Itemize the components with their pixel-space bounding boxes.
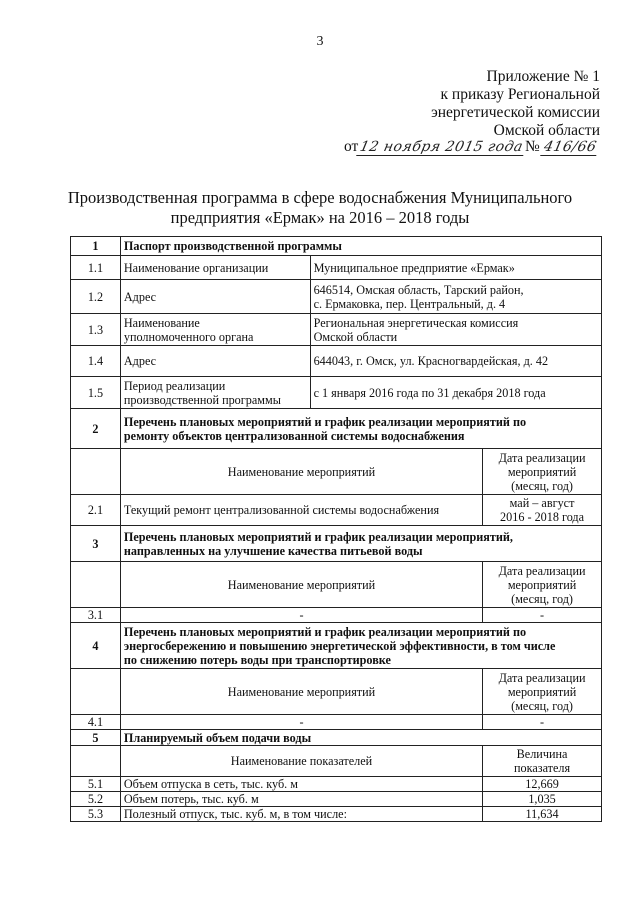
heading-line: направленных на улучшение качества питьевой воды (123, 543, 423, 558)
column-header (483, 746, 602, 777)
row-amount: 11,634 (483, 807, 602, 822)
table-row (71, 377, 602, 409)
row-number: 1.5 (71, 377, 121, 409)
row-value: - (120, 715, 482, 730)
row-value: - (120, 608, 482, 623)
row-number: 2 (71, 409, 121, 449)
handwritten-number: 416/66 (540, 139, 600, 156)
table-row (71, 777, 602, 792)
heading-line: Перечень плановых мероприятий и график реализации мероприятий, (123, 529, 513, 544)
row-value: Полезный отпуск, тыс. куб. м, в том числе: (120, 807, 482, 822)
section-row (71, 730, 602, 746)
row-value: с 1 января 2016 года по 31 декабря 2018 года (310, 377, 601, 409)
row-label: Адрес (120, 280, 310, 314)
row-number: 1.1 (71, 256, 121, 280)
row-number: 1 (71, 237, 121, 256)
table-row (71, 495, 602, 526)
appendix-line: Омской области (493, 122, 600, 139)
row-value (310, 280, 601, 314)
row-amount: 1,035 (483, 792, 602, 807)
row-date (483, 495, 602, 526)
from-prefix: от (344, 138, 359, 155)
column-header-row (71, 449, 602, 495)
column-header: Наименование мероприятий (120, 669, 482, 715)
section-row (71, 623, 602, 669)
column-header-row (71, 746, 602, 777)
row-value: Муниципальное предприятие «Ермак» (310, 256, 601, 280)
label-line: уполномоченного органа (123, 329, 254, 344)
title-line: Производственная программа в сфере водоснабжения Муниципального (67, 188, 573, 207)
row-number: 5.2 (71, 792, 121, 807)
section-heading (120, 526, 601, 562)
row-number: 1.4 (71, 346, 121, 377)
row-value (310, 314, 601, 346)
column-header-row (71, 669, 602, 715)
label-line: производственной программы (123, 392, 281, 407)
header-line: Дата реализации (498, 450, 586, 465)
row-date: - (483, 715, 602, 730)
column-header (483, 669, 602, 715)
row-number: 1.2 (71, 280, 121, 314)
date-line: май – август (509, 496, 575, 510)
handwritten-date: 12 ноября 2015 года (357, 139, 527, 156)
appendix-line: энергетической комиссии (431, 104, 600, 121)
heading-line: Перечень плановых мероприятий и график реализации мероприятий по (123, 624, 527, 639)
column-header (483, 562, 602, 608)
row-number: 5.3 (71, 807, 121, 822)
table-row (71, 608, 602, 623)
section-row (71, 237, 602, 256)
row-number: 4 (71, 623, 121, 669)
table-row (71, 314, 602, 346)
heading-line: энергосбережению и повышению энергетической эффективности, в том числе (123, 638, 556, 653)
column-header: Наименование мероприятий (120, 562, 482, 608)
document-title (0, 188, 640, 228)
section-heading (120, 623, 601, 669)
label-line: Наименование (123, 315, 200, 330)
section-heading (120, 409, 601, 449)
column-header: Наименование показателей (120, 746, 482, 777)
row-value: Объем отпуска в сеть, тыс. куб. м (120, 777, 482, 792)
table-row (71, 346, 602, 377)
row-number: 3.1 (71, 608, 121, 623)
table-row (71, 807, 602, 822)
header-line: мероприятий (507, 684, 577, 699)
row-label (120, 314, 310, 346)
appendix-line: к приказу Региональной (440, 86, 600, 103)
table-row (71, 256, 602, 280)
row-amount: 12,669 (483, 777, 602, 792)
row-date: - (483, 608, 602, 623)
page-number: 3 (316, 34, 324, 49)
table-row (71, 280, 602, 314)
header-line: (месяц, год) (511, 478, 573, 493)
row-number: 4.1 (71, 715, 121, 730)
table-row (71, 792, 602, 807)
header-line: Дата реализации (498, 563, 586, 578)
header-line: (месяц, год) (511, 698, 573, 713)
date-line: 2016 - 2018 года (500, 510, 585, 524)
column-header: Наименование мероприятий (120, 449, 482, 495)
row-number: 5.1 (71, 777, 121, 792)
row-number: 3 (71, 526, 121, 562)
heading-line: ремонту объектов централизованной системы водоснабжения (123, 428, 465, 443)
header-line: показателя (514, 761, 571, 775)
row-value: 644043, г. Омск, ул. Красногвардейская, д. 42 (310, 346, 601, 377)
row-number: 2.1 (71, 495, 121, 526)
header-line: Величина (516, 747, 568, 761)
row-label (120, 377, 310, 409)
row-number: 5 (71, 730, 121, 746)
header-line: (месяц, год) (511, 591, 573, 606)
row-number: 1.3 (71, 314, 121, 346)
appendix-title: Приложение № 1 (486, 68, 600, 85)
program-table (70, 236, 602, 822)
header-line: мероприятий (507, 577, 577, 592)
section-row (71, 526, 602, 562)
value-line: Омской области (313, 329, 398, 344)
header-line: Дата реализации (498, 670, 586, 685)
section-row (71, 409, 602, 449)
section-heading: Планируемый объем подачи воды (120, 730, 601, 746)
label-line: Период реализации (123, 378, 226, 393)
order-date-number (344, 138, 598, 156)
value-line: Региональная энергетическая комиссия (313, 315, 519, 330)
row-label: Наименование организации (120, 256, 310, 280)
section-heading: Паспорт производственной программы (120, 237, 601, 256)
value-line: с. Ермаковка, пер. Центральный, д. 4 (313, 296, 506, 311)
column-header (483, 449, 602, 495)
value-line: 646514, Омская область, Тарский район, (313, 282, 524, 297)
row-label: Адрес (120, 346, 310, 377)
table-row (71, 715, 602, 730)
appendix-block (431, 68, 600, 140)
row-value: Текущий ремонт централизованной системы водоснабжения (120, 495, 482, 526)
column-header-row (71, 562, 602, 608)
heading-line: Перечень плановых мероприятий и график реализации мероприятий по (123, 414, 527, 429)
heading-line: по снижению потерь воды при транспортировке (123, 652, 391, 667)
number-prefix: № (525, 138, 540, 155)
row-value: Объем потерь, тыс. куб. м (120, 792, 482, 807)
header-line: мероприятий (507, 464, 577, 479)
title-line: предприятия «Ермак» на 2016 – 2018 годы (170, 208, 470, 227)
